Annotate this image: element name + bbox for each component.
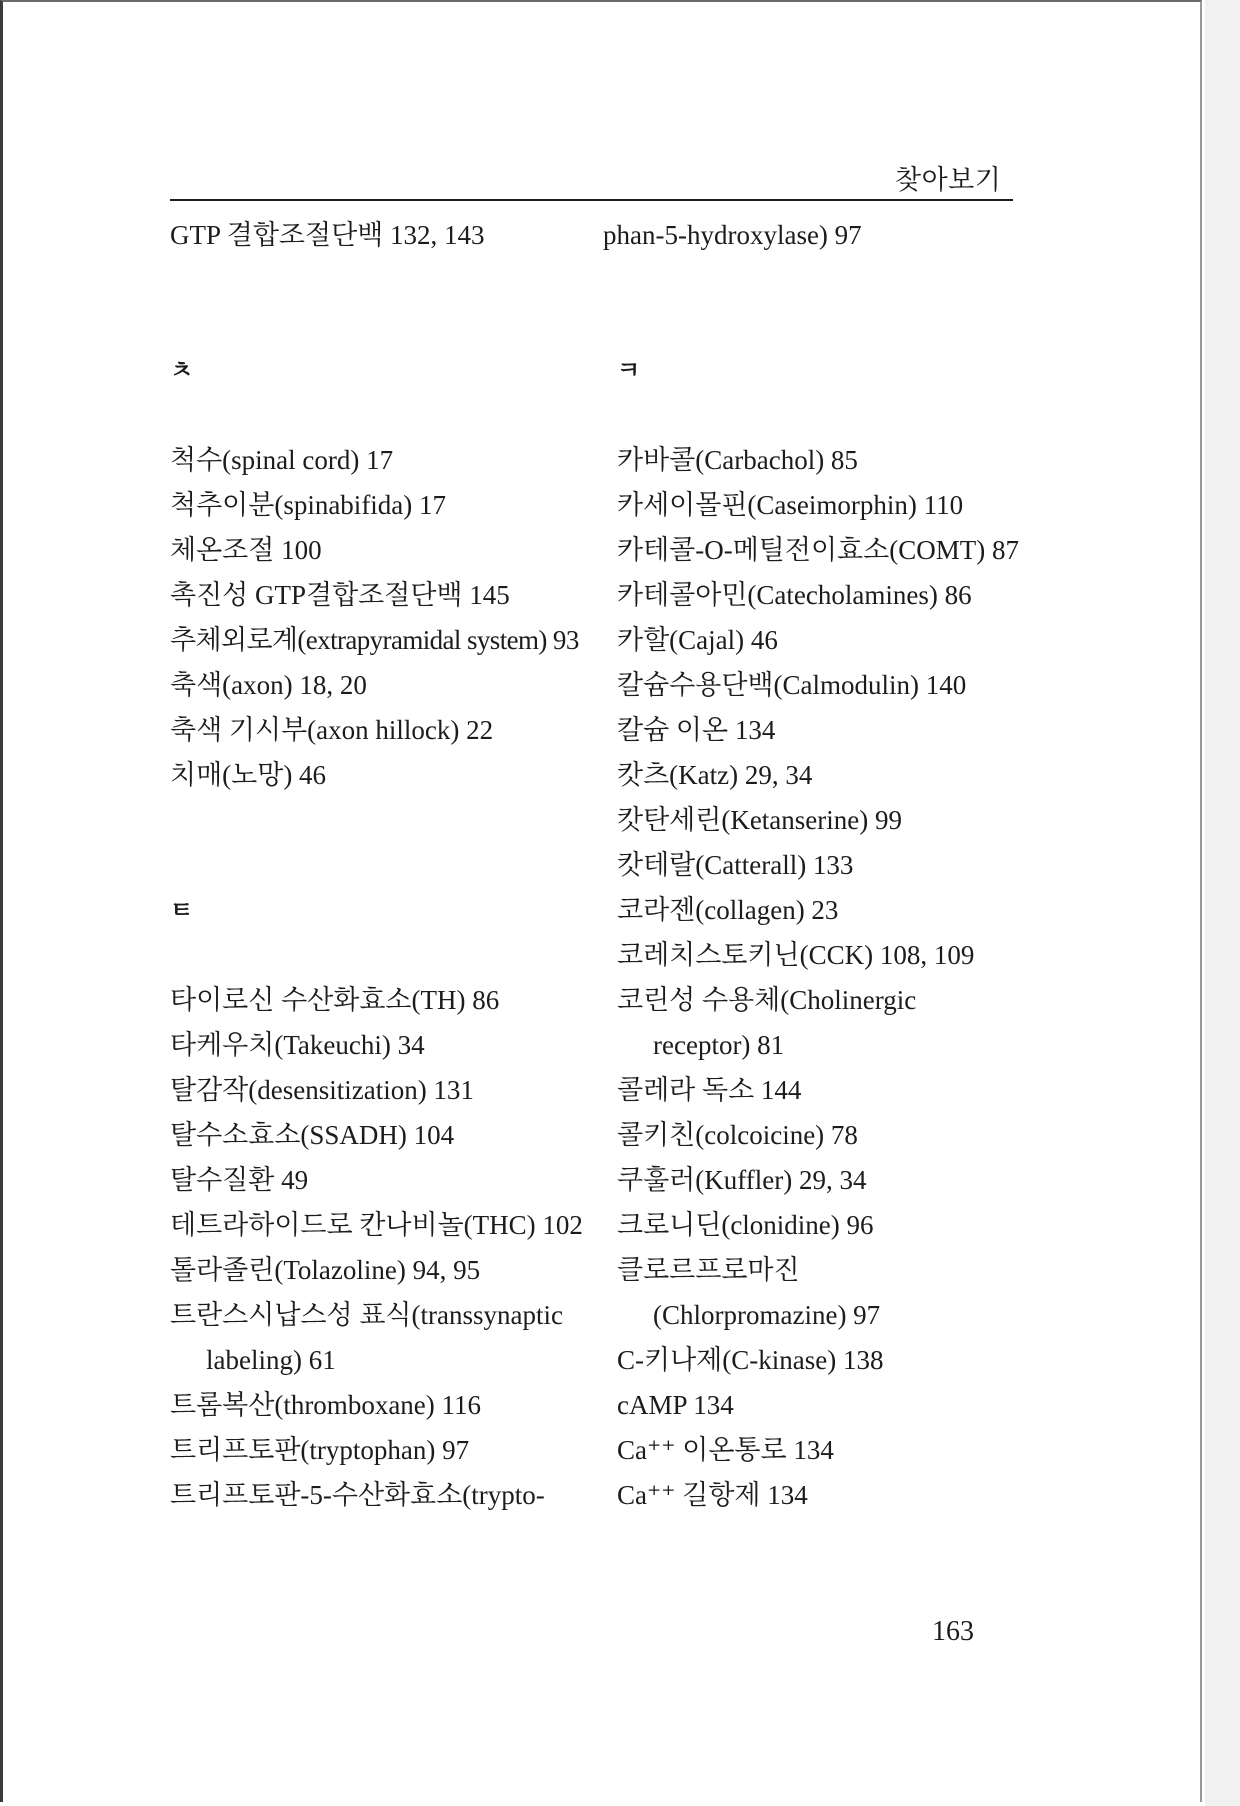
- index-entry: 클로르프로마진 (Chlorpromazine) 97: [617, 1255, 881, 1330]
- index-entry: 코린성 수용체(Cholinergic receptor) 81: [617, 985, 917, 1060]
- index-entry: 칼슘 이온 134: [617, 715, 776, 745]
- index-entry: 추체외로계(extrapyramidal system) 93: [170, 625, 579, 655]
- index-entry: 탈감작(desensitization) 131: [170, 1075, 474, 1105]
- running-header-title: 찾아보기: [895, 165, 1002, 196]
- index-entry: 체온조절 100: [170, 535, 322, 565]
- spacer: [617, 258, 1047, 348]
- index-entry: 크로니딘(clonidine) 96: [617, 1210, 874, 1240]
- index-entry-continued: phan-5-hydroxylase) 97: [603, 220, 862, 250]
- index-entry: 콜키친(colcoicine) 78: [617, 1120, 858, 1150]
- index-entry: Ca⁺⁺ 이온통로 134: [617, 1435, 834, 1465]
- index-entry: 타이로신 수산화효소(TH) 86: [170, 985, 500, 1015]
- index-entry: 테트라하이드로 칸나비놀(THC) 102: [170, 1210, 583, 1240]
- index-entry: 트란스시납스성 표식(transsynaptic labeling) 61: [170, 1300, 563, 1375]
- index-entry: 콜레라 독소 144: [617, 1075, 802, 1105]
- index-entry: Ca⁺⁺ 길항제 134: [617, 1480, 808, 1510]
- index-entry: 쿠훌러(Kuffler) 29, 34: [617, 1165, 867, 1195]
- index-entry: 캇탄세린(Ketanserine) 99: [617, 805, 902, 835]
- index-entry: 축색(axon) 18, 20: [170, 670, 367, 700]
- index-entry: 코레치스토키닌(CCK) 108, 109: [617, 940, 975, 970]
- page-number: 163: [932, 1616, 974, 1647]
- index-entry: GTP 결합조절단백 132, 143: [170, 220, 485, 250]
- index-entry: 캇츠(Katz) 29, 34: [617, 760, 813, 790]
- spacer: [170, 933, 600, 978]
- index-entry: 카바콜(Carbachol) 85: [617, 445, 858, 475]
- index-entry: 칼슘수용단백(Calmodulin) 140: [617, 670, 967, 700]
- index-entry: 촉진성 GTP결합조절단백 145: [170, 580, 510, 610]
- section-t-entries: [170, 978, 600, 1518]
- index-column-right: [603, 213, 1047, 1518]
- index-entry: 카테콜아민(Catecholamines) 86: [617, 580, 972, 610]
- index-entry: 카할(Cajal) 46: [617, 625, 778, 655]
- section-heading-t: ㅌ: [170, 896, 194, 924]
- index-entry: 캇테랄(Catterall) 133: [617, 850, 854, 880]
- index-entry: 카테콜-O-메틸전이효소(COMT) 87: [617, 535, 1019, 565]
- spacer: [170, 258, 600, 348]
- page-edge-shadow: [1205, 0, 1240, 1806]
- index-entry: C-키나제(C-kinase) 138: [617, 1345, 884, 1375]
- section-ch-entries: [170, 438, 600, 798]
- index-column-left: [170, 213, 600, 1518]
- spacer: [170, 393, 600, 438]
- index-entry: 카세이몰핀(Caseimorphin) 110: [617, 490, 964, 520]
- header-rule: [170, 199, 1013, 201]
- index-entry: 트리프토판(tryptophan) 97: [170, 1435, 470, 1465]
- index-entry: 척수(spinal cord) 17: [170, 445, 394, 475]
- spacer: [170, 798, 600, 888]
- section-heading-ch: ㅊ: [170, 356, 194, 384]
- index-entry: 탈수질환 49: [170, 1165, 309, 1195]
- index-entry: 탈수소효소(SSADH) 104: [170, 1120, 455, 1150]
- index-entry: 척추이분(spinabifida) 17: [170, 490, 447, 520]
- index-entry: 축색 기시부(axon hillock) 22: [170, 715, 494, 745]
- section-heading-k: ㅋ: [617, 356, 641, 384]
- index-entry: 트롬복산(thromboxane) 116: [170, 1390, 482, 1420]
- index-entry: 트리프토판-5-수산화효소(trypto-: [170, 1480, 545, 1510]
- index-entry: 코라젠(collagen) 23: [617, 895, 839, 925]
- index-entry: 타케우치(Takeuchi) 34: [170, 1030, 425, 1060]
- index-entry: 치매(노망) 46: [170, 760, 327, 790]
- index-entry: cAMP 134: [617, 1390, 734, 1420]
- index-entry: 톨라졸린(Tolazoline) 94, 95: [170, 1255, 481, 1285]
- section-k-entries: [617, 438, 1047, 1518]
- spacer: [617, 393, 1047, 438]
